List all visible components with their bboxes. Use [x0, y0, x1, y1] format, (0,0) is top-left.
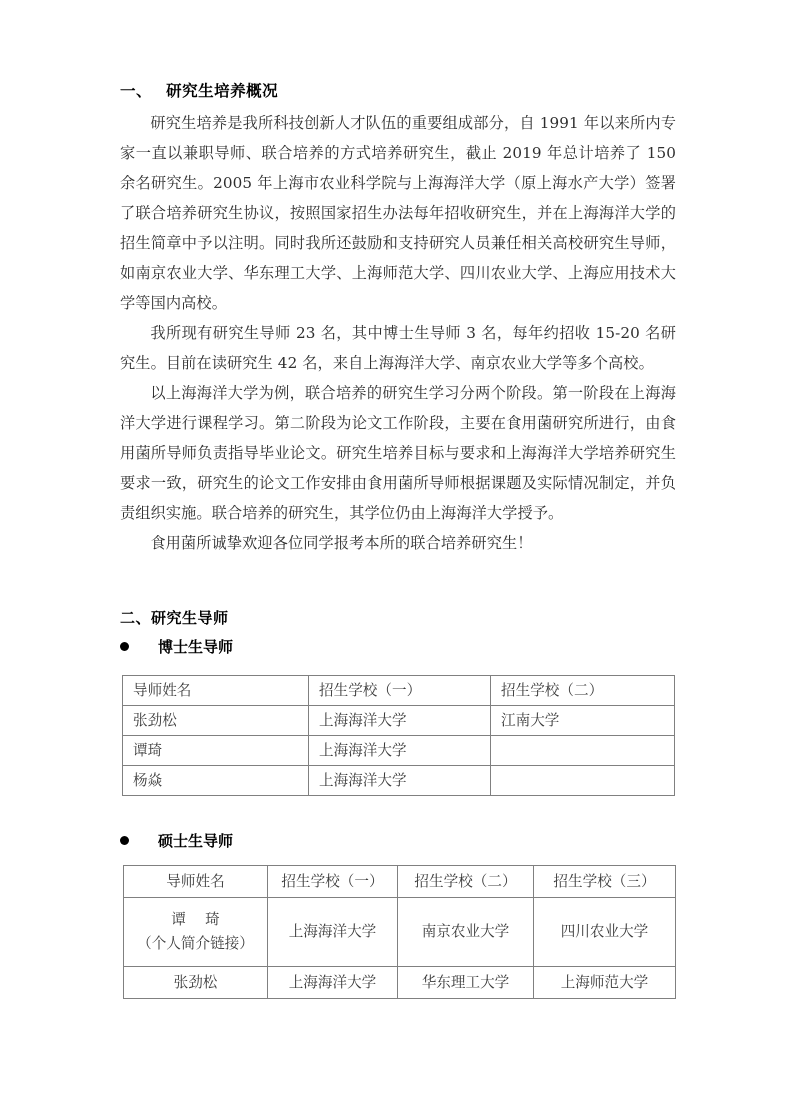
- cell-school-1: 上海海洋大学: [268, 967, 398, 999]
- column-header-school-2: 招生学校（二）: [398, 866, 534, 898]
- column-header-school-3: 招生学校（三）: [534, 866, 676, 898]
- column-header-school-1: 招生学校（一）: [268, 866, 398, 898]
- table-spacer-after-doctoral: [120, 796, 676, 826]
- paragraph-overview-1: 研究生培养是我所科技创新人才队伍的重要组成部分，自 1991 年以来所内专家一直以兼职导师、联合培养的方式培养研究生，截止 2019 年总计培养了 150 余名研究生。2005 年上海市农业科学院与上海海洋大学（原上海水产大学）签署了联合培养研究生协议，按照国家招生办法每年招收研究生，并在上海海洋大学的招生简章中予以注明。同时我所还鼓励和支持研究人员兼任相关高校研究生导师，如南京农业大学、华东理工大学、上海师范大学、四川农业大学、上海应用技术大学等国内高校。: [120, 114, 676, 312]
- table-row: [124, 898, 676, 967]
- paragraph-overview-3: 以上海海洋大学为例，联合培养的研究生学习分两个阶段。第一阶段在上海海洋大学进行课程学习。第二阶段为论文工作阶段，主要在食用菌研究所进行，由食用菌所导师负责指导毕业论文。研究生培养目标与要求和上海海洋大学培养研究生要求一致，研究生的论文工作安排由食用菌所导师根据课题及实际情况制定，并负责组织实施。联合培养的研究生，其学位仍由上海海洋大学授予。: [120, 384, 676, 522]
- cell-school-1: 上海海洋大学: [309, 706, 491, 736]
- doctoral-advisors-table: [122, 675, 675, 796]
- table-row: [123, 706, 675, 736]
- cell-advisor-name: 谭琦: [123, 736, 309, 766]
- master-advisors-label: 硕士生导师: [158, 832, 234, 850]
- table-header-row: [123, 676, 675, 706]
- master-advisors-heading: [120, 826, 676, 856]
- paragraph-overview-4: 食用菌所诚挚欢迎各位同学报考本所的联合培养研究生！: [150, 534, 533, 552]
- cell-advisor-name: [124, 898, 268, 967]
- section-two-heading: 二、研究生导师: [120, 609, 229, 627]
- table-spacer-before-doctoral: [120, 662, 676, 675]
- doctoral-advisors-heading: [120, 632, 676, 662]
- master-advisors-table: [123, 865, 676, 999]
- cell-school-1: 上海海洋大学: [309, 766, 491, 796]
- doctoral-advisors-label: 博士生导师: [158, 638, 234, 656]
- paragraph-overview-2: 我所现有研究生导师 23 名，其中博士生导师 3 名，每年约招收 15-20 名研究生。目前在读研究生 42 名，来自上海海洋大学、南京农业大学等多个高校。: [120, 324, 676, 372]
- table-header-row: [124, 866, 676, 898]
- cell-school-2: [491, 736, 675, 766]
- document-content: [120, 76, 676, 999]
- cell-school-2: 华东理工大学: [398, 967, 534, 999]
- cell-school-3: 上海师范大学: [534, 967, 676, 999]
- table-row: [124, 967, 676, 999]
- cell-school-2: 江南大学: [491, 706, 675, 736]
- cell-advisor-name: 张劲松: [123, 706, 309, 736]
- cell-school-1: 上海海洋大学: [309, 736, 491, 766]
- column-header-school-1: 招生学校（一）: [309, 676, 491, 706]
- column-header-school-2: 招生学校（二）: [491, 676, 675, 706]
- advisor-profile-link[interactable]: （个人简介链接）: [137, 935, 254, 952]
- cell-school-3: 四川农业大学: [534, 898, 676, 967]
- column-header-name: 导师姓名: [123, 676, 309, 706]
- cell-school-2: 南京农业大学: [398, 898, 534, 967]
- section-one-heading: 一、 研究生培养概况: [120, 81, 279, 100]
- section-spacer: [120, 558, 676, 604]
- table-spacer-before-master: [120, 856, 676, 865]
- cell-school-2: [491, 766, 675, 796]
- table-row: [123, 766, 675, 796]
- column-header-name: 导师姓名: [124, 866, 268, 898]
- bullet-dot-icon: [120, 642, 129, 651]
- cell-advisor-name: 张劲松: [124, 967, 268, 999]
- bullet-dot-icon: [120, 836, 129, 845]
- table-row: [123, 736, 675, 766]
- cell-advisor-name: 杨焱: [123, 766, 309, 796]
- cell-school-1: 上海海洋大学: [268, 898, 398, 967]
- advisor-name-text: 谭 琦: [171, 911, 220, 928]
